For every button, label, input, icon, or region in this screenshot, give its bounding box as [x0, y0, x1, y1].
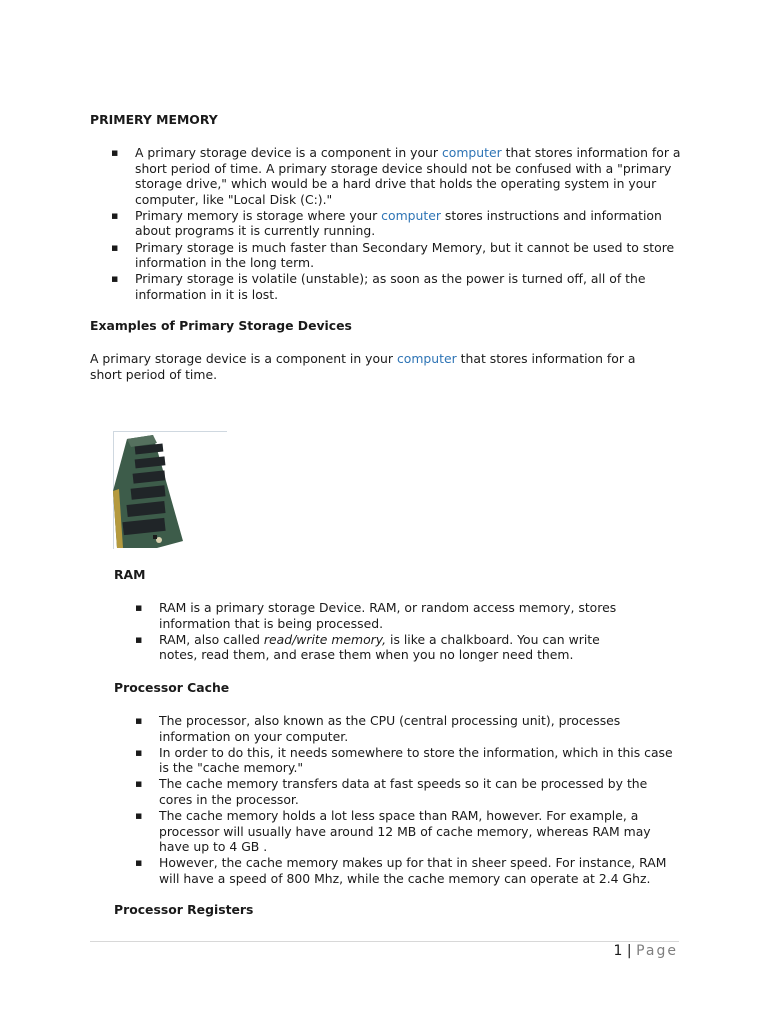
ram-bullet-2: ▪ RAM, also called read/write memory, is like a chalkboard. You can write notes, read them, and erase them when you no longer need them. — [135, 632, 635, 663]
intro-bullet-list — [111, 145, 681, 303]
page-label: Page — [636, 943, 678, 959]
section-heading-processor-cache: Processor Cache — [114, 680, 230, 695]
cache-bullet-1: ▪ The processor, also known as the CPU (central processing unit), processes information on your computer. — [135, 713, 680, 744]
cache-bullet-list — [135, 713, 680, 887]
section-heading-examples: Examples of Primary Storage Devices — [90, 318, 352, 333]
intro-bullet-2: ▪ Primary memory is storage where your computer stores instructions and information about programs it is currently running. — [111, 208, 681, 239]
intro-bullet-4: ▪ Primary storage is volatile (unstable); as soon as the power is turned off, all of the information in it is lost. — [111, 271, 681, 302]
cache-bullet-2: ▪ In order to do this, it needs somewhere to store the information, which in this case is the "cache memory." — [135, 745, 680, 776]
computer-link[interactable]: computer — [441, 145, 502, 160]
ram-bullet-1: ▪ RAM is a primary storage Device. RAM, or random access memory, stores information that is being processed. — [135, 600, 635, 631]
footer-separator: | — [626, 943, 632, 959]
page-footer — [614, 943, 678, 959]
examples-paragraph: A primary storage device is a component in your computer that stores information for a short period of time. — [90, 351, 636, 382]
cache-bullet-4: ▪ The cache memory holds a lot less space than RAM, however. For example, a processor will usually have around 12 MB of cache memory, whereas RAM may have up to 4 GB . — [135, 808, 680, 855]
page-number: 1 — [613, 943, 623, 959]
cache-bullet-5: ▪ However, the cache memory makes up for that in sheer speed. For instance, RAM will have a speed of 800 Mhz, while the cache memory can operate at 2.4 Ghz. — [135, 855, 680, 886]
intro-bullet-3: ▪ Primary storage is much faster than Secondary Memory, but it cannot be used to store information in the long term. — [111, 240, 681, 271]
footer-divider — [90, 941, 679, 942]
intro-bullet-1: ▪ A primary storage device is a component in your computer that stores information for a short period of time. A primary storage device should not be confused with a "primary storage drive," which would be a hard drive that holds the operating system in your computer, like "Local Disk (C:)." — [111, 145, 681, 207]
ram-bullet-list — [135, 600, 635, 663]
computer-link[interactable]: computer — [396, 351, 457, 366]
cache-bullet-3: ▪ The cache memory transfers data at fast speeds so it can be processed by the cores in the processor. — [135, 776, 680, 807]
section-heading-primary-memory: PRIMERY MEMORY — [90, 112, 218, 127]
section-heading-ram: RAM — [114, 567, 146, 582]
section-heading-processor-registers: Processor Registers — [114, 902, 254, 917]
computer-link[interactable]: computer — [381, 207, 441, 223]
ram-module-image — [113, 431, 227, 549]
